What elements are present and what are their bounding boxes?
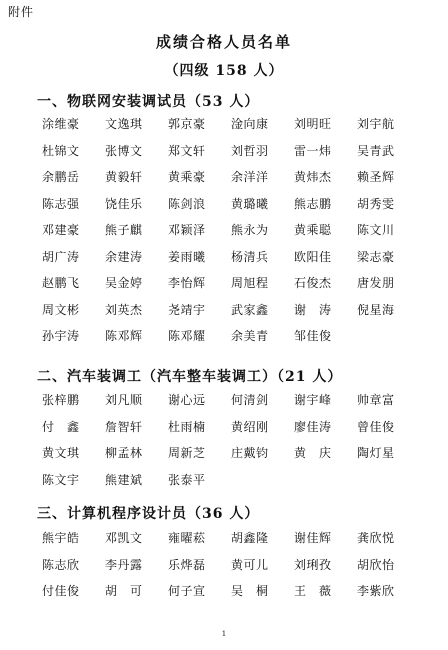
name-list-item: 余建涛 [105,249,143,264]
name-list-item: 谢佳辉 [294,531,332,545]
name-list-item: 龚欣悦 [357,531,395,545]
name-list-item: 石俊杰 [294,276,332,290]
name-list-item: 黄可儿 [231,557,269,572]
name-list-item: 刘凡顺 [105,393,143,407]
name-list-item: 赵鹏飞 [42,276,80,290]
name-list-item: 廖佳涛 [294,419,332,434]
name-list-item: 熊建斌 [105,472,143,487]
name-list-item: 余美青 [231,329,269,343]
name-list-item: 赖圣辉 [357,170,395,184]
name-list-item: 黄乘豪 [168,170,206,184]
name-list-item: 周旭程 [231,276,269,290]
name-list-item: 余鹏岳 [42,170,80,184]
name-list-item: 陈文川 [357,223,395,237]
name-list-item: 何清剑 [231,393,269,407]
name-list-item: 黄乘聪 [294,223,332,237]
name-list-item: 陈志强 [42,196,80,211]
name-list-item: 付佳俊 [42,584,80,598]
name-list-item: 付 鑫 [42,419,80,434]
name-list-item: 周新芝 [168,446,206,460]
name-list-item: 陈文宇 [42,472,80,487]
name-list-auto [42,393,422,499]
name-list-item: 武家鑫 [231,302,269,317]
name-list-item: 邓凯文 [105,531,143,545]
name-list-item: 李丹露 [105,557,143,572]
name-list-item: 邓颖泽 [168,223,206,237]
name-list-item: 涂维豪 [42,117,80,131]
name-list-item: 杨清兵 [231,249,269,264]
name-list-item: 李紫欣 [357,584,395,598]
name-list-item: 雍曜菘 [168,531,206,545]
name-list-item: 刘琍孜 [294,557,332,572]
name-list-item: 熊宇皓 [42,531,80,545]
name-list-item: 胡鑫隆 [231,531,269,545]
name-list-item: 邹佳俊 [294,329,332,343]
name-list-item: 郭京豪 [168,117,206,131]
name-list-item: 刘英杰 [105,302,143,317]
page-subtitle: （四级 158 人） [164,63,284,79]
name-list-item: 黄炜杰 [294,170,332,184]
name-list-item: 孙宇涛 [42,329,80,343]
name-list-item: 杜雨楠 [168,419,206,434]
name-list-item: 张博文 [105,143,143,158]
page-number: 1 [221,630,227,638]
section-heading-programmer: 三、计算机程序设计员（36 人） [37,506,260,522]
name-list-item: 柳孟林 [105,446,143,460]
name-list-item: 曾佳俊 [357,419,395,434]
name-list-item: 吴 桐 [231,584,269,598]
name-list-item: 吴金婷 [105,276,143,290]
name-list-item: 张泰平 [168,472,206,487]
name-list-item: 胡 可 [105,584,143,598]
name-list-item: 庄戴钧 [231,446,269,460]
name-list-programmer [42,531,422,611]
name-list-item: 黄璐曦 [231,196,269,211]
name-list-item: 淦向康 [231,117,269,131]
name-list-item: 刘明旺 [294,117,332,131]
name-list-item: 唐发朋 [357,276,395,290]
name-list-item: 何子宣 [168,584,206,598]
name-list-item: 雷一炜 [294,143,332,158]
name-list-item: 陈邓耀 [168,329,206,343]
name-list-item: 刘宇航 [357,117,395,131]
name-list-item: 谢心远 [168,393,206,407]
name-list-item: 帅章富 [357,393,395,407]
name-list-item: 谢宇峰 [294,393,332,407]
section-heading-iot: 一、物联网安装调试员（53 人） [37,94,260,110]
name-list-item: 黄 庆 [294,446,332,460]
name-list-item: 姜雨曦 [168,249,206,264]
name-list-item: 周文彬 [42,302,80,317]
name-list-item: 吴青武 [357,143,395,158]
name-list-item: 陈邓辉 [105,329,143,343]
name-list-item: 欧阳佳 [294,249,332,264]
name-list-item: 谢 涛 [294,302,332,317]
name-list-item: 熊永为 [231,223,269,237]
name-list-item: 邓建豪 [42,223,80,237]
attachment-label: 附件 [8,5,35,19]
name-list-item: 胡秀雯 [357,196,395,211]
name-list-item: 文逸琪 [105,117,143,131]
name-list-item: 余洋洋 [231,170,269,184]
name-list-item: 郑文轩 [168,143,206,158]
section-heading-auto: 二、汽车装调工（汽车整车装调工）（21 人） [37,369,343,385]
name-list-item: 陈志欣 [42,557,80,572]
name-list-item: 詹智轩 [105,419,143,434]
name-list-item: 乐烨磊 [168,557,206,572]
name-list-item: 李怡辉 [168,276,206,290]
name-list-item: 熊子麒 [105,223,143,237]
name-list-item: 杜锦文 [42,143,80,158]
name-list-item: 黄毅轩 [105,170,143,184]
name-list-item: 王 薇 [294,584,332,598]
name-list-item: 饶佳乐 [105,196,143,211]
name-list-item: 刘哲羽 [231,143,269,158]
page-title: 成绩合格人员名单 [155,33,292,51]
name-list-item: 黄文琪 [42,446,80,460]
name-list-item: 尧靖宇 [168,302,206,317]
name-list-item: 胡欣怡 [357,557,395,572]
name-list-item: 梁志豪 [357,249,395,264]
name-list-item: 陈剑浪 [168,196,206,211]
name-list-iot [42,117,422,356]
name-list-item: 胡广涛 [42,249,80,264]
name-list-item: 张梓鹏 [42,393,80,407]
name-list-item: 黄绍刚 [231,419,269,434]
name-list-item: 陶灯星 [357,446,395,460]
name-list-item: 熊志鹏 [294,196,332,211]
name-list-item: 倪星海 [357,302,395,317]
